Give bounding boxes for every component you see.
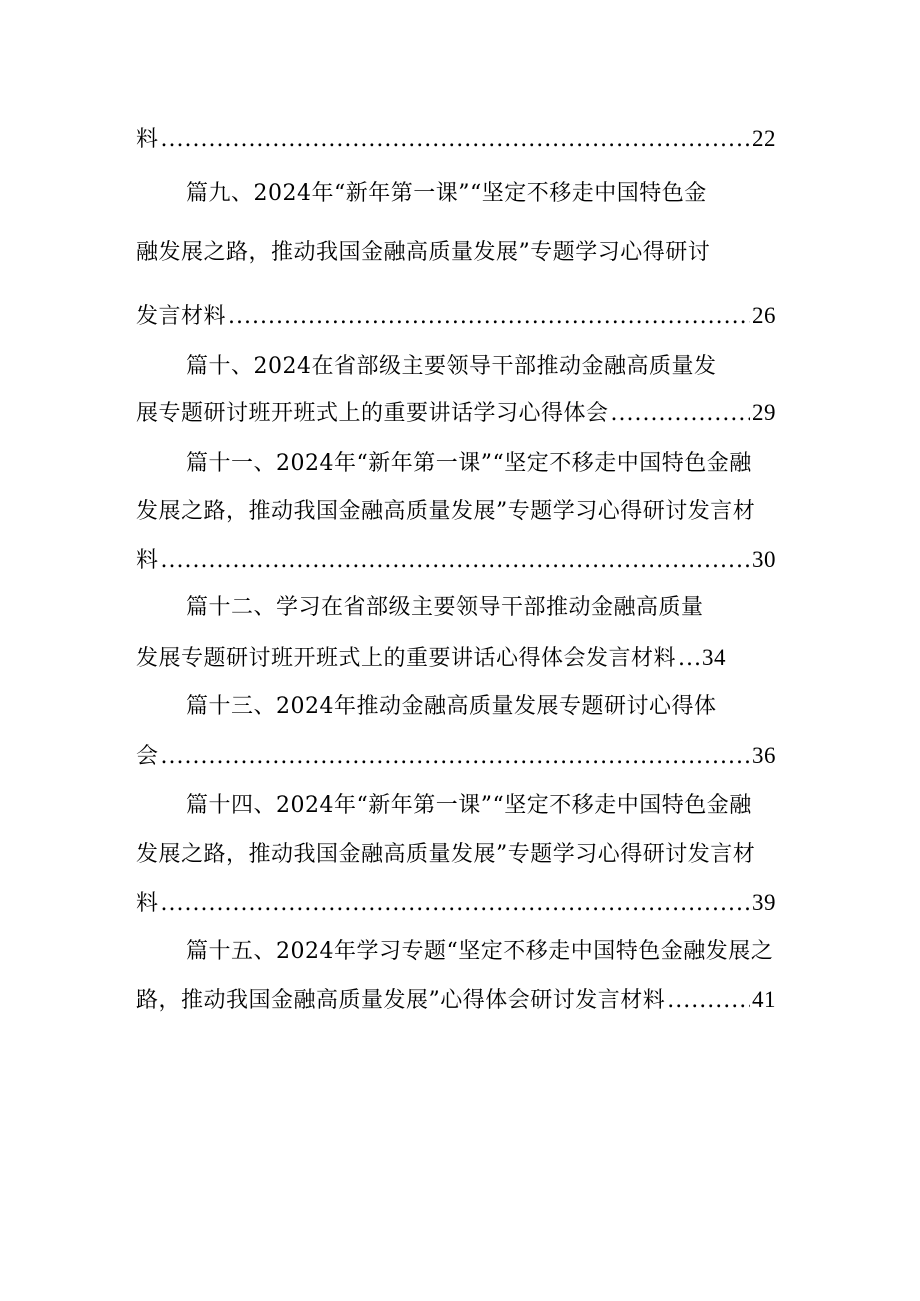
toc-entry-text: 路，推动我国金融高质量发展”心得体会研讨发言材料 [136, 988, 666, 1013]
toc-entry-9-line-1[interactable]: 篇九、2024年“新年第一课”“坚定不移走中国特色金 [186, 181, 707, 206]
toc-entry-13-line-2[interactable] [136, 741, 776, 772]
toc-entry-12-line-1[interactable]: 篇十二、学习在省部级主要领导干部推动金融高质量 [186, 595, 704, 620]
toc-page-number: 34 [702, 645, 727, 670]
toc-entry-text: 料 [136, 548, 159, 573]
toc-entry-10-line-1[interactable]: 篇十、2024在省部级主要领导干部推动金融高质量发 [186, 354, 717, 379]
toc-entry-15-line-1[interactable]: 篇十五、2024年学习专题“坚定不移走中国特色金融发展之 [186, 939, 774, 964]
toc-entry-9-line-2[interactable]: 融发展之路，推动我国金融高质量发展”专题学习心得研讨 [136, 240, 711, 265]
toc-page-number: 39 [752, 890, 776, 915]
toc-entry-10-line-2[interactable] [136, 398, 776, 429]
leader-dots [611, 399, 750, 429]
toc-entry-14-line-3[interactable] [136, 888, 776, 919]
toc-entry-15-line-2[interactable] [136, 985, 776, 1016]
toc-entry-8-tail[interactable] [136, 124, 776, 155]
leader-dots [667, 986, 750, 1016]
toc-page-number: 36 [752, 743, 776, 768]
toc-page-number: 41 [752, 987, 776, 1012]
toc-entry-text: 会 [136, 744, 159, 769]
toc-entry-11-line-1[interactable]: 篇十一、2024年“新年第一课”“坚定不移走中国特色金融 [186, 451, 752, 476]
toc-entry-text: 发言材料 [136, 304, 227, 329]
toc-entry-text: 料 [136, 127, 159, 152]
toc-entry-11-line-3[interactable] [136, 545, 776, 576]
leader-dots [161, 546, 750, 576]
toc-entry-13-line-1[interactable]: 篇十三、2024年推动金融高质量发展专题研讨心得体 [186, 694, 717, 719]
toc-entry-12-line-2[interactable] [136, 643, 776, 674]
toc-entry-text: 发展专题研讨班开班式上的重要讲话心得体会发言材料 [136, 646, 677, 671]
toc-page-number: 26 [752, 303, 776, 328]
leader-dots [678, 644, 700, 674]
toc-page-number: 30 [752, 547, 776, 572]
leader-dots [161, 125, 750, 155]
toc-entry-14-line-1[interactable]: 篇十四、2024年“新年第一课”“坚定不移走中国特色金融 [186, 793, 752, 818]
toc-entry-text: 料 [136, 891, 159, 916]
leader-dots [161, 742, 750, 772]
toc-page-number: 29 [752, 400, 776, 425]
leader-dots [228, 302, 750, 332]
toc-entry-9-line-3[interactable] [136, 301, 776, 332]
toc-entry-text: 展专题研讨班开班式上的重要讲话学习心得体会 [136, 401, 609, 426]
toc-entry-11-line-2[interactable]: 发展之路，推动我国金融高质量发展”专题学习心得研讨发言材 [136, 499, 756, 524]
toc-entry-14-line-2[interactable]: 发展之路，推动我国金融高质量发展”专题学习心得研讨发言材 [136, 842, 756, 867]
leader-dots [161, 889, 750, 919]
toc-page-number: 22 [752, 126, 776, 151]
